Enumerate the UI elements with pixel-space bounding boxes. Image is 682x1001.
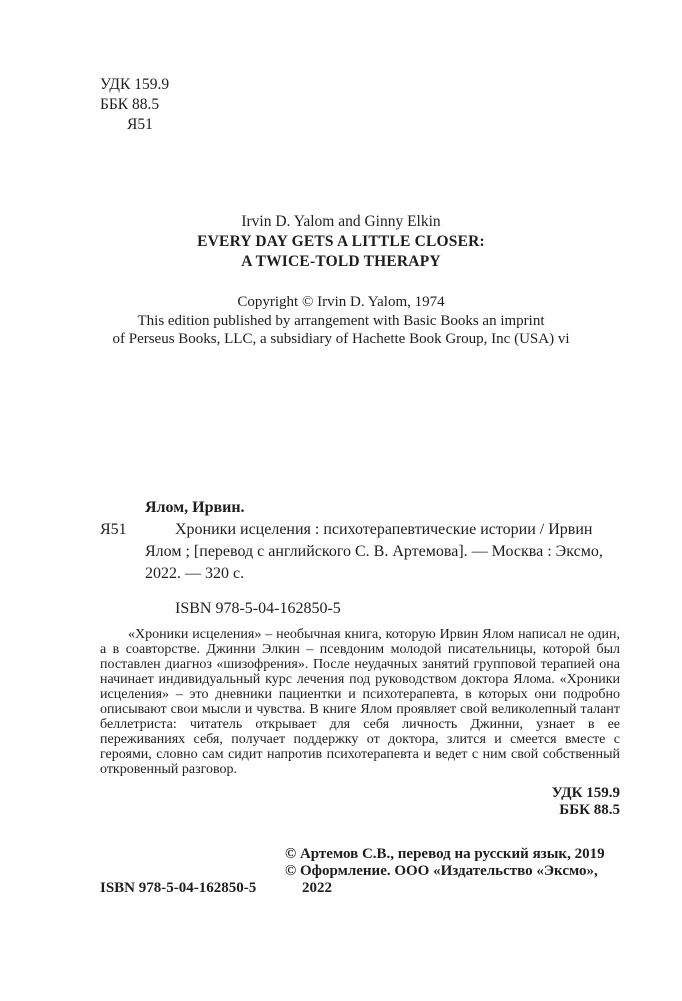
copyright-notice-line1: Copyright © Irvin D. Yalom, 1974	[237, 294, 445, 310]
udk-code-top: УДК 159.9	[100, 76, 170, 93]
classification-codes-top	[100, 75, 620, 135]
isbn-entry: ISBN 978-5-04-162850-5	[175, 599, 341, 617]
copyright-design: © Оформление. ООО «Издательство «Эксмо», 2022	[285, 862, 598, 896]
copyright-notice-line3: of Perseus Books, LLC, a subsidiary of Hachette Book Group, Inc (USA) vi	[112, 331, 570, 347]
bib-description: Хроники исцеления : психотерапевтические истории / Ирвин Ялом ; [перевод с английского С. В. Артемова]. — Москва : Эксмо, 2022. — 320 с.	[145, 520, 603, 582]
copyright-translation: © Артемов С.В., перевод на русский язык, 2019	[285, 845, 605, 862]
author-sign-code-top: Я51	[127, 116, 153, 133]
annotation-paragraph: «Хроники исцеления» – необычная книга, которую Ирвин Ялом написал не один, а в соавторстве. Джинни Элкин – псевдоним молодой писательницы, которой был поставлен диагноз «шизофрения». После неудачных занятий групповой терапией она начинает индивидуальный курс лечения под руководством доктора Ялома. «Хроники исцеления» – это дневники пациентки и психотерапевта, в которых они подробно описывают свои мысли и чувства. В книге Ялом проявляет свой великолепный талант беллетриста: читатель открывает для себя личность Джинни, узнает в ее переживаниях себя, получает поддержку от доктора, злится и смеется вместе с героями, словно сам сидит напротив психотерапевта и ведет с ним свой собственный откровенный разговор.	[100, 626, 620, 777]
original-title-line1: EVERY DAY GETS A LITTLE CLOSER:	[197, 233, 485, 250]
copyright-notice	[81, 293, 601, 349]
bibliographic-entry	[100, 497, 620, 620]
bbk-code-top: ББК 88.5	[100, 96, 160, 113]
original-edition-block	[81, 212, 601, 272]
bib-author-heading: Ялом, Ирвин.	[145, 498, 245, 516]
footer-row	[100, 846, 620, 897]
copyright-credits	[285, 846, 620, 897]
author-sign-code-entry: Я51	[100, 520, 127, 538]
bbk-code-bottom: ББК 88.5	[559, 802, 620, 818]
bib-body	[100, 519, 620, 585]
udk-code-bottom: УДК 159.9	[551, 784, 620, 801]
classification-codes-bottom	[100, 785, 620, 820]
original-authors: Irvin D. Yalom and Ginny Elkin	[241, 213, 441, 230]
original-title-line2: A TWICE-TOLD THERAPY	[241, 253, 441, 270]
copyright-notice-line2: This edition published by arrangement with Basic Books an imprint	[137, 312, 545, 329]
isbn-bottom: ISBN 978-5-04-162850-5	[100, 879, 257, 896]
